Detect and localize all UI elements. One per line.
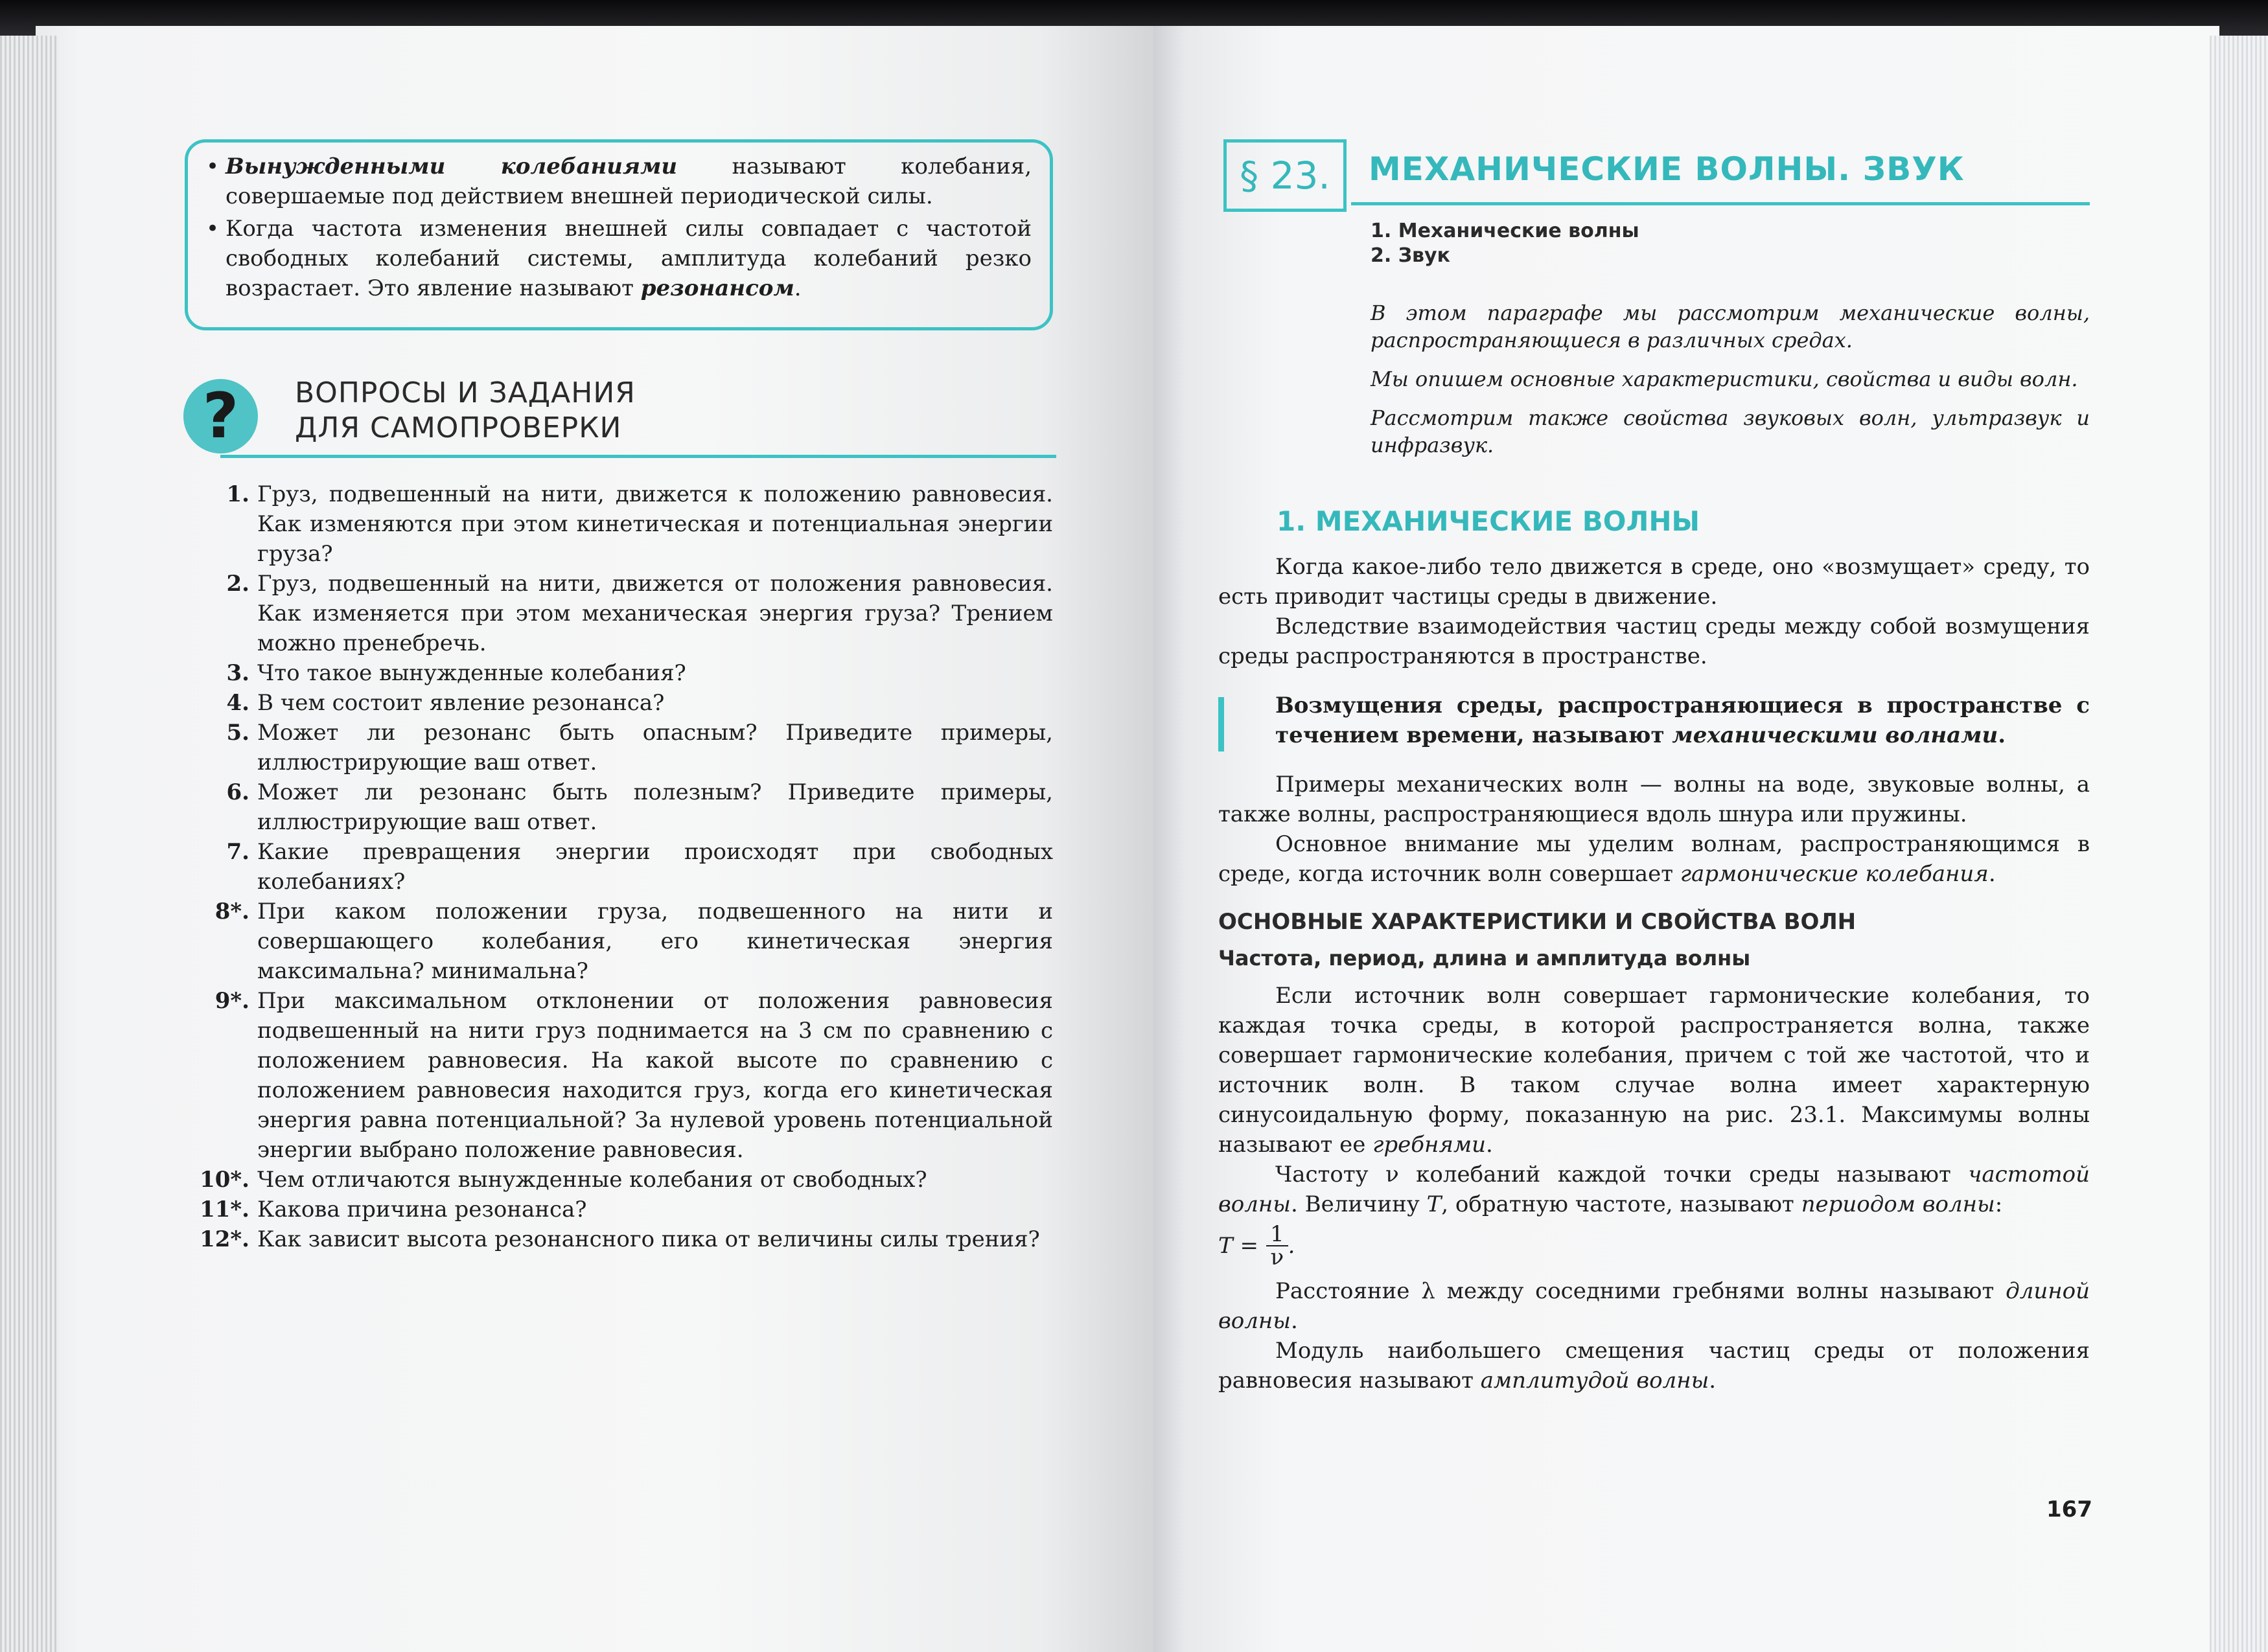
bullet-icon: • — [206, 154, 220, 179]
toc-item: 1. Механические волны — [1371, 220, 1639, 242]
paragraph: Модуль наибольшего смещения частиц среды от положения равновесия называют амплитудой волны. — [1218, 1338, 2090, 1394]
list-item: 4. В чем состоит явление резонанса? — [226, 690, 665, 716]
paragraph: Когда какое-либо тело движется в среде, оно «возмущает» среду, то есть приводит частицы среды в движение. — [1218, 554, 2090, 610]
paragraph: Примеры механических волн — волны на воде, звуковые волны, а также волны, распространяющиеся вдоль шнура или пружины. — [1218, 772, 2090, 827]
intro-paragraph: Мы опишем основные характеристики, свойства и виды волн. — [1371, 367, 2078, 391]
section-title: МЕХАНИЧЕСКИЕ ВОЛНЫ. ЗВУК — [1369, 150, 1965, 188]
fraction: $\frac{1}{\nu}$ — [1266, 1223, 1288, 1268]
list-item: 9*. При максимальном отклонении от положения равновесия подвешенный на нити груз поднимается на 3 см по сравнению с положением равновесия. На какой высоте по сравнению с положением равновесия находится груз, когда его кинетическая энергия равна потенциальной? За нулевой уровень потенциальной энергии выбрано положение равновесия. — [214, 988, 1053, 1163]
paragraph: Расстояние λ между соседними гребнями волны называют длиной волны. — [1218, 1278, 2090, 1334]
list-item: 12*. Как зависит высота резонансного пика от величины силы трения? — [200, 1226, 1040, 1252]
list-item: 5. Может ли резонанс быть опасным? Приведите примеры, иллюстрирующие ваш ответ. — [226, 720, 1053, 775]
term-resonance: резонансом — [640, 275, 794, 301]
right-page-edges — [2210, 36, 2268, 1652]
list-item: 3. Что такое вынужденные колебания? — [226, 660, 686, 686]
frequency-heading: Частота, период, длина и амплитуда волны — [1218, 946, 1751, 970]
summary-text-forced: называют колебания, совершаемые под действием внешней периодической силы. — [226, 154, 1032, 209]
questions-list — [185, 479, 1053, 1254]
intro-paragraph: Рассмотрим также свойства звуковых волн, ультразвук и инфразвук. — [1371, 406, 2090, 457]
questions-heading: ВОПРОСЫ И ЗАДАНИЯ ДЛЯ САМОПРОВЕРКИ — [295, 376, 636, 444]
list-item: 11*. Какова причина резонанса? — [200, 1197, 587, 1222]
term-mechanical-waves: механическими волнами — [1672, 722, 1998, 748]
list-item: 2. Груз, подвешенный на нити, движется от положения равновесия. Как изменяется при этом механическая энергия груза? Трением можно пренебречь. — [226, 571, 1053, 656]
paragraph: Вследствие взаимодействия частиц среды между собой возмущения среды распространяются в пространстве. — [1218, 614, 2090, 669]
left-page-edges — [0, 36, 58, 1652]
summary-item-forced — [206, 152, 1032, 211]
intro-paragraph: В этом параграфе мы рассмотрим механические волны, распространяющиеся в различных средах. — [1371, 301, 2090, 352]
bullet-icon: • — [206, 216, 220, 242]
paragraph: Основное внимание мы уделим волнам, распространяющимся в среде, когда источник волн совершает гармонические колебания. — [1218, 831, 2090, 887]
page-number: 167 — [2046, 1497, 2092, 1522]
list-item: 6. Может ли резонанс быть полезным? Приведите примеры, иллюстрирующие ваш ответ. — [226, 779, 1053, 835]
characteristics-heading: ОСНОВНЫЕ ХАРАКТЕРИСТИКИ И СВОЙСТВА ВОЛН — [1218, 909, 1857, 935]
list-item: 8*. При каком положении груза, подвешенного на нити и совершающего колебания, его кинетическая энергия максимальна? минимальна? — [214, 899, 1053, 984]
questions-heading-rule — [220, 455, 1056, 458]
section-title-rule — [1351, 202, 2090, 205]
subsection-heading: 1. МЕХАНИЧЕСКИЕ ВОЛНЫ — [1277, 505, 1700, 537]
list-item: 1. Груз, подвешенный на нити, движется к положению равновесия. Как изменяются при этом кинетическая и потенциальная энергии груза? — [226, 481, 1053, 567]
toc-item: 2. Звук — [1371, 244, 1450, 267]
section-contents — [1371, 219, 1639, 268]
definition-marker — [1218, 697, 1224, 751]
question-mark-icon: ? — [183, 379, 258, 453]
list-item: 10*. Чем отличаются вынужденные колебания от свободных? — [200, 1167, 927, 1193]
summary-box — [185, 139, 1053, 330]
period-formula: T = $\frac{1}{\nu}$ . — [1218, 1221, 1295, 1270]
paragraph: Частоту ν колебаний каждой точки среды называют частотой волны. Величину T, обратную частоте, называют периодом волны: — [1218, 1162, 2090, 1217]
section-intro — [1371, 299, 2090, 470]
section-number: § 23. — [1223, 139, 1347, 212]
paragraph: Если источник волн совершает гармонические колебания, то каждая точка среды, в которой распространяется волна, также совершает гармонические колебания, причем с той же частотой, что и источник волн. В таком случае волна имеет характерную синусоидальную форму, показанную на рис. 23.1. Максимумы волны называют ее гребнями. — [1218, 983, 2090, 1158]
list-item: 7. Какие превращения энергии происходят при свободных колебаниях? — [226, 839, 1053, 895]
main-text — [1218, 552, 2090, 1395]
summary-text-resonance: Когда частота изменения внешней силы совпадает с частотой свободных колебаний системы, амплитуда колебаний резко возрастает. Это явление называют — [226, 216, 1032, 301]
definition-block: Возмущения среды, распространяющиеся в пространстве с течением времени, называют механическими волнами. — [1218, 691, 2090, 750]
term-forced-oscillations: Вынужденными колебаниями — [226, 154, 678, 179]
summary-item-resonance: • Когда частота изменения внешней силы совпадает с частотой свободных колебаний системы, амплитуда колебаний резко возрастает. Это явление называют резонансом. — [206, 214, 1032, 303]
